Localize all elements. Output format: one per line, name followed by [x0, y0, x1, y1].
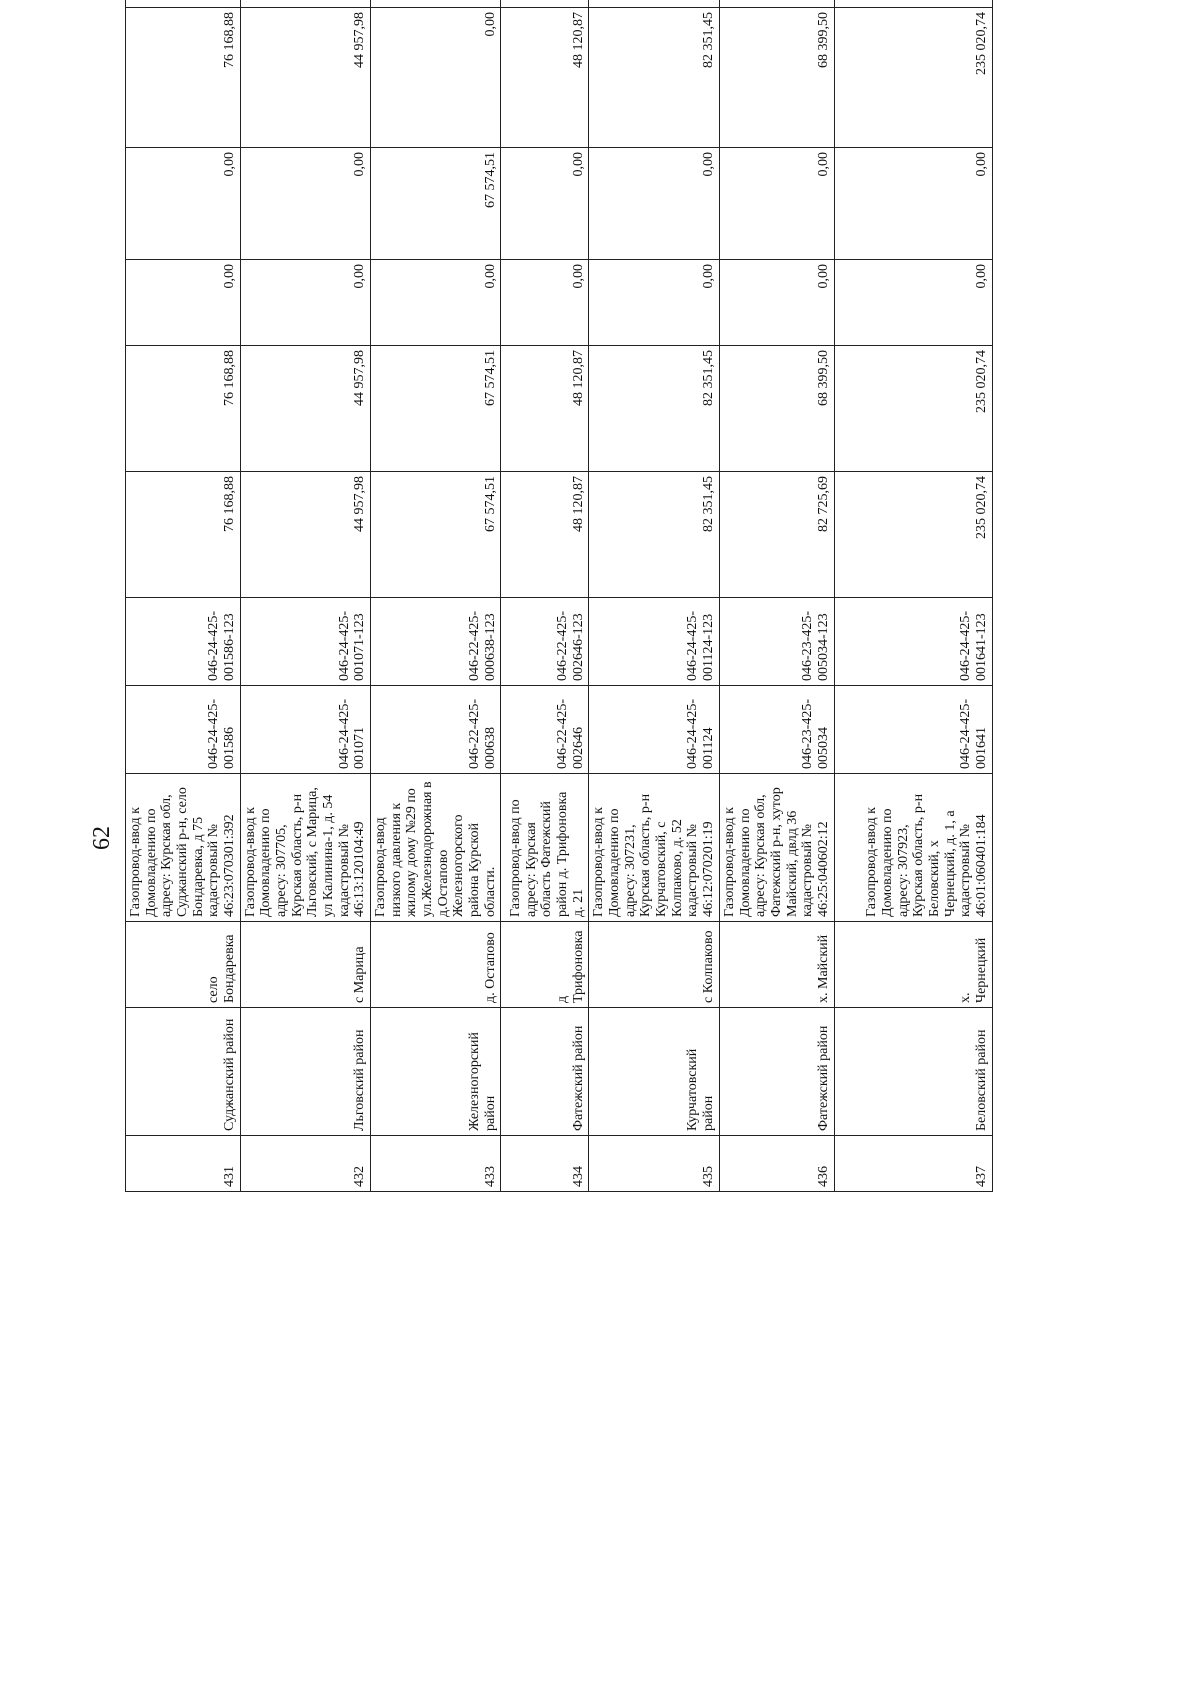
- table-row: [719, 0, 834, 1192]
- description-cell: Газопровод-ввод к Домовладению по адресу: Курская обл, Суджанский р-н, село Бондаревка, д 75 кадастровый № 46:23:070301:392: [126, 774, 241, 922]
- district-cell: Суджанский район: [126, 1008, 241, 1136]
- locality-cell: д. Остапово: [371, 922, 501, 1008]
- value-cell: [371, 0, 501, 8]
- code-cell: 046-23-425-005034-123: [719, 598, 834, 686]
- description-cell: Газопровод-ввод по адресу: Курская область Фатежский район д. Трифоновка д. 21: [501, 774, 589, 922]
- value-cell: 0,00: [371, 8, 501, 148]
- value-cell: 0,00: [371, 260, 501, 346]
- value-cell: 0,00: [240, 148, 370, 260]
- rotated-table-container: [125, 12, 989, 1192]
- value-cell: [719, 0, 834, 8]
- value-cell: 44 957,98: [240, 8, 370, 148]
- district-cell: Фатежский район: [719, 1008, 834, 1136]
- locality-cell: с Колпаково: [589, 922, 719, 1008]
- value-cell: [834, 0, 992, 8]
- value-cell: 82 351,45: [589, 346, 719, 472]
- description-cell: Газопровод-ввод низкого давления к жилому дому №29 по ул.Железнодорожная в д.Остапово Железногорского района Курской области.: [371, 774, 501, 922]
- row-number: 432: [240, 1136, 370, 1192]
- locality-cell: с Марица: [240, 922, 370, 1008]
- value-cell: 76 168,88: [126, 8, 241, 148]
- assets-table: [125, 0, 993, 1192]
- value-cell: 48 120,87: [501, 346, 589, 472]
- table-row: [126, 0, 241, 1192]
- value-cell: 44 957,98: [240, 346, 370, 472]
- value-cell: 0,00: [240, 260, 370, 346]
- table-row: [240, 0, 370, 1192]
- table-row: [589, 0, 719, 1192]
- code-cell: 046-22-425-002646-123: [501, 598, 589, 686]
- code-cell: 046-22-425-002646: [501, 686, 589, 774]
- value-cell: 48 120,87: [501, 8, 589, 148]
- code-cell: 046-24-425-001586: [126, 686, 241, 774]
- page-number: 62: [89, 826, 115, 850]
- locality-cell: село Бондаревка: [126, 922, 241, 1008]
- row-number: 436: [719, 1136, 834, 1192]
- value-cell: 82 725,69: [719, 472, 834, 598]
- value-cell: 67 574,51: [371, 472, 501, 598]
- value-cell: 0,00: [834, 148, 992, 260]
- value-cell: 0,00: [501, 148, 589, 260]
- table-row: [834, 0, 992, 1192]
- value-cell: 235 020,74: [834, 8, 992, 148]
- value-cell: 76 168,88: [126, 472, 241, 598]
- row-number: 437: [834, 1136, 992, 1192]
- value-cell: [126, 0, 241, 8]
- value-cell: 0,00: [834, 260, 992, 346]
- district-cell: Железногорский район: [371, 1008, 501, 1136]
- code-cell: 046-22-425-000638-123: [371, 598, 501, 686]
- locality-cell: х. Чернецкий: [834, 922, 992, 1008]
- code-cell: 046-24-425-001071: [240, 686, 370, 774]
- district-cell: Курчатовский район: [589, 1008, 719, 1136]
- code-cell: 046-22-425-000638: [371, 686, 501, 774]
- locality-cell: д Трифоновка: [501, 922, 589, 1008]
- locality-cell: х. Майский: [719, 922, 834, 1008]
- value-cell: 67 574,51: [371, 346, 501, 472]
- district-cell: Беловский район: [834, 1008, 992, 1136]
- value-cell: 0,00: [719, 148, 834, 260]
- value-cell: 67 574,51: [371, 148, 501, 260]
- value-cell: 0,00: [589, 148, 719, 260]
- value-cell: 235 020,74: [834, 346, 992, 472]
- code-cell: 046-24-425-001124: [589, 686, 719, 774]
- value-cell: [589, 0, 719, 8]
- value-cell: 0,00: [719, 260, 834, 346]
- code-cell: 046-23-425-005034: [719, 686, 834, 774]
- value-cell: 0,00: [126, 148, 241, 260]
- value-cell: 0,00: [126, 260, 241, 346]
- district-cell: Фатежский район: [501, 1008, 589, 1136]
- value-cell: 0,00: [501, 260, 589, 346]
- row-number: 431: [126, 1136, 241, 1192]
- code-cell: 046-24-425-001124-123: [589, 598, 719, 686]
- description-cell: Газопровод-ввод к Домовладению по адресу: Курская обл, Фатежский р-н, хутор Майский, двлд 36 кадастровый № 46:25:040602:12: [719, 774, 834, 922]
- value-cell: 0,00: [589, 260, 719, 346]
- value-cell: 48 120,87: [501, 472, 589, 598]
- value-cell: [501, 0, 589, 8]
- description-cell: Газопровод-ввод к Домовладению по адресу: 307923, Курская область, р-н Беловский, х Чернецкий, д. 1, а кадастровый № 46:01:060401:184: [834, 774, 992, 922]
- table-row: [501, 0, 589, 1192]
- table-row: [371, 0, 501, 1192]
- row-number: 434: [501, 1136, 589, 1192]
- code-cell: 046-24-425-001641-123: [834, 598, 992, 686]
- value-cell: [240, 0, 370, 8]
- description-cell: Газопровод-ввод к Домовладению по адресу: 307705, Курская область, р-н Льговский, с Марица, ул Калинина-1, д. 54 кадастровый № 46:13:120104:49: [240, 774, 370, 922]
- code-cell: 046-24-425-001071-123: [240, 598, 370, 686]
- value-cell: 82 351,45: [589, 8, 719, 148]
- row-number: 435: [589, 1136, 719, 1192]
- value-cell: 82 351,45: [589, 472, 719, 598]
- value-cell: 68 399,50: [719, 8, 834, 148]
- value-cell: 235 020,74: [834, 472, 992, 598]
- value-cell: 44 957,98: [240, 472, 370, 598]
- code-cell: 046-24-425-001586-123: [126, 598, 241, 686]
- description-cell: Газопровод-ввод к Домовладению по адресу: 307231, Курская область, р-н Курчатовский, с Колпаково, д. 52 кадастровый № 46:12:070201:19: [589, 774, 719, 922]
- value-cell: 76 168,88: [126, 346, 241, 472]
- value-cell: 68 399,50: [719, 346, 834, 472]
- row-number: 433: [371, 1136, 501, 1192]
- code-cell: 046-24-425-001641: [834, 686, 992, 774]
- district-cell: Льговский район: [240, 1008, 370, 1136]
